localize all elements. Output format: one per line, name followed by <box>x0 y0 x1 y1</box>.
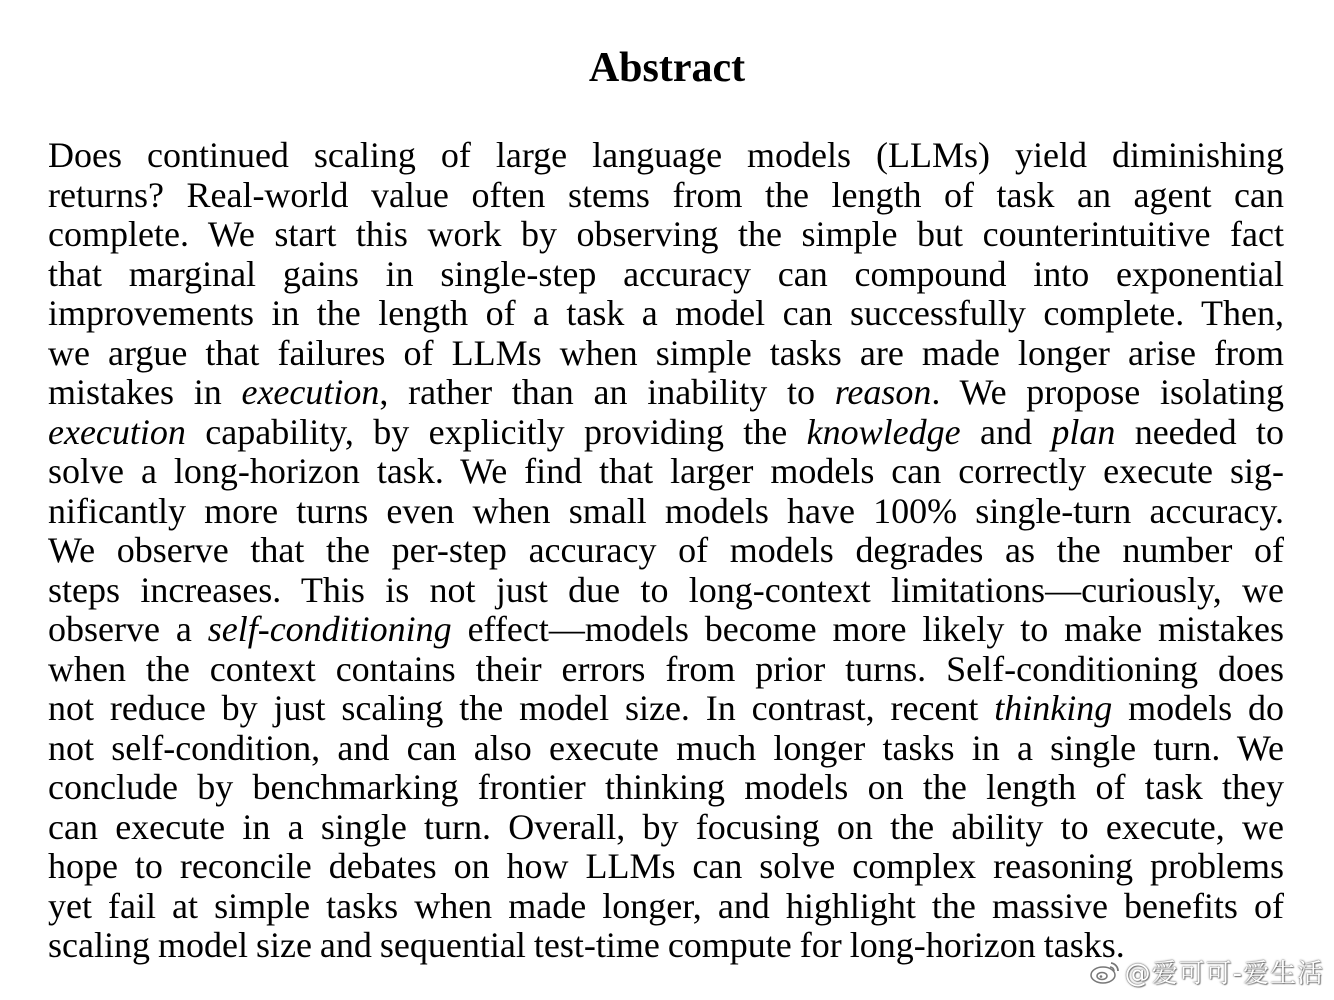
line-text: models do <box>1112 688 1284 728</box>
abstract-line: steps increases. This is not just due to long-context limitations—curiously, we <box>48 569 1284 610</box>
line-text: . We propose isolating <box>931 372 1285 412</box>
abstract-line <box>48 413 1284 453</box>
abstract-line: Does continued scaling of large language models (LLMs) yield diminishing <box>48 135 1284 175</box>
line-text: needed to <box>1115 411 1285 452</box>
abstract-line: hope to reconcile debates on how LLMs can solve complex reasoning problems <box>48 846 1284 886</box>
emphasis-text: reason <box>834 372 932 412</box>
abstract-line: improvements in the length of a task a model can successfully complete. Then, <box>48 293 1284 333</box>
abstract-line: can execute in a single turn. Overall, by focusing on the ability to execute, we <box>48 806 1284 847</box>
emphasis-text: knowledge <box>806 411 961 452</box>
abstract-line <box>48 610 1284 650</box>
emphasis-text: self-conditioning <box>207 609 452 649</box>
abstract-line: returns? Real-world value often stems from the length of task an agent can <box>48 174 1284 215</box>
line-text: not reduce by just scaling the model size. In contrast, recent <box>48 688 995 728</box>
line-text: mistakes in <box>48 372 242 412</box>
weibo-icon <box>1089 958 1121 986</box>
line-text: observe a <box>48 609 208 649</box>
line-text: and <box>960 411 1052 452</box>
abstract-line: when the context contains their errors from prior turns. Self-conditioning does <box>48 648 1284 689</box>
watermark <box>1089 953 1324 990</box>
abstract-line: we argue that failures of LLMs when simple tasks are made longer arise from <box>48 332 1284 373</box>
emphasis-text: plan <box>1051 411 1116 452</box>
abstract-title: Abstract <box>588 45 746 91</box>
abstract-line: that marginal gains in single-step accuracy can compound into exponential <box>48 253 1284 294</box>
abstract-line: scaling model size and sequential test-time compute for long-horizon tasks. <box>48 925 1125 965</box>
abstract-body <box>48 136 1284 966</box>
line-text: capability, by explicitly providing the <box>185 411 807 452</box>
emphasis-text: thinking <box>994 688 1113 728</box>
watermark-text: @爱可可-爱生活 <box>1124 959 1324 989</box>
abstract-line: conclude by benchmarking frontier thinking models on the length of task they <box>48 767 1284 807</box>
abstract-line: We observe that the per-step accuracy of models degrades as the number of <box>48 530 1284 570</box>
abstract-line: solve a long-horizon task. We find that larger models can correctly execute sig- <box>48 451 1284 491</box>
emphasis-text: execution <box>241 372 380 412</box>
line-text: effect—models become more likely to make mistakes <box>451 609 1284 649</box>
abstract-line: complete. We start this work by observing the simple but counterintuitive fact <box>48 214 1284 254</box>
abstract-line <box>48 689 1284 729</box>
abstract-line: nificantly more turns even when small models have 100% single-turn accuracy. <box>48 490 1284 531</box>
emphasis-text: execution <box>48 411 186 452</box>
abstract-line: not self-condition, and can also execute much longer tasks in a single turn. We <box>48 727 1284 768</box>
line-text: , rather than an inability to <box>379 372 835 412</box>
abstract-line <box>48 373 1284 413</box>
abstract-line: yet fail at simple tasks when made longer, and highlight the massive benefits of <box>48 885 1284 926</box>
